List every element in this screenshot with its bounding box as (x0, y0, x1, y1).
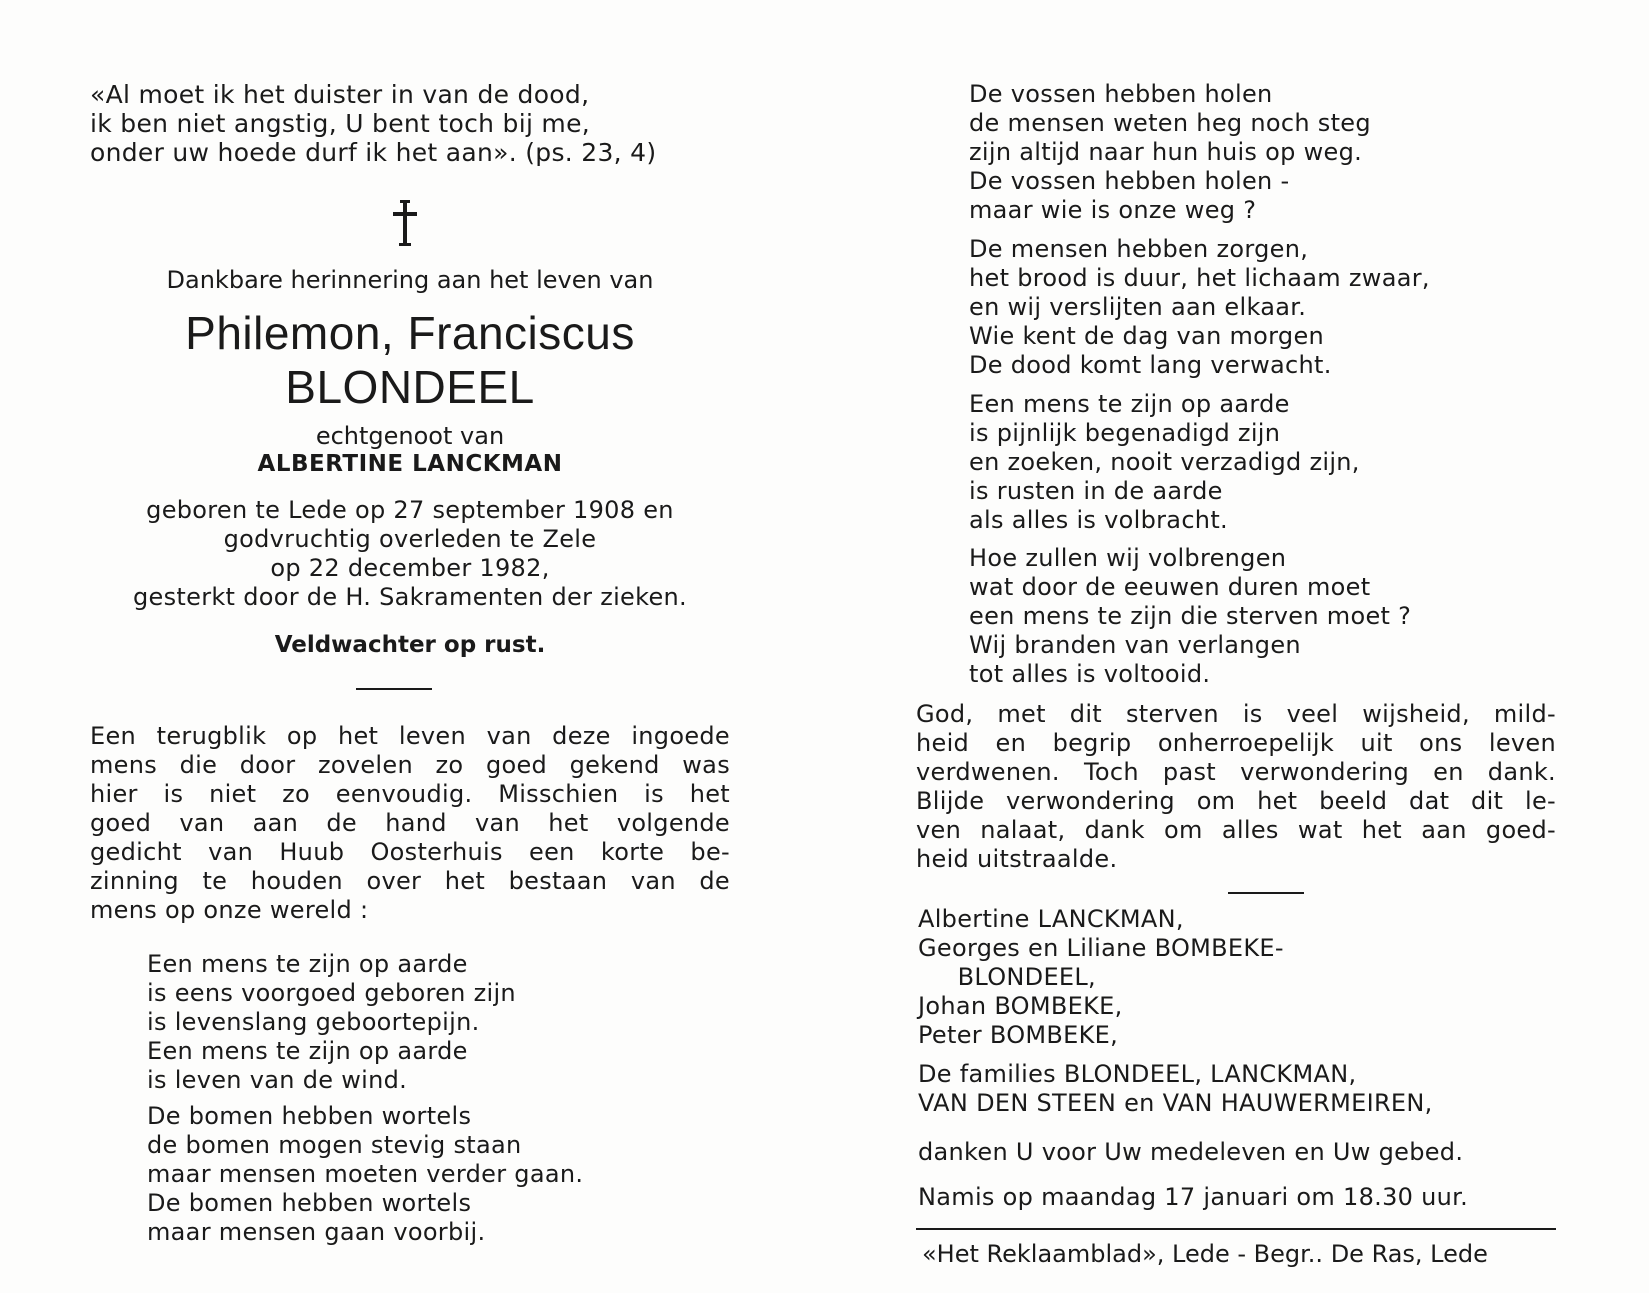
family-list (918, 905, 1284, 1050)
thanks-line (918, 1138, 1463, 1167)
poem-stanza (147, 950, 516, 1095)
cross-icon (390, 200, 420, 246)
poem-line: Een mens te zijn op aarde (147, 1037, 468, 1065)
families-list (918, 1060, 1433, 1118)
intro-paragraph (90, 722, 730, 925)
poem-stanza (969, 390, 1360, 535)
poem-line: Een mens te zijn op aarde (969, 390, 1290, 418)
divider (356, 688, 432, 690)
poem-line: De vossen hebben holen - (969, 167, 1290, 195)
poem-stanza (147, 1102, 583, 1247)
detail-line: gesterkt door de H. Sakramenten der zieken. (133, 583, 687, 611)
paragraph-line: mens op onze wereld : (90, 896, 369, 924)
poem-line: De dood komt lang verwacht. (969, 351, 1332, 379)
quote-line: ik ben niet angstig, U bent toch bij me, (90, 109, 591, 138)
poem-line: is rusten in de aarde (969, 477, 1223, 505)
detail-line: op 22 december 1982, (270, 554, 550, 582)
family-line: Johan BOMBEKE, (918, 992, 1123, 1020)
surname: BLONDEEL (285, 361, 535, 413)
given-names: Philemon, Franciscus (185, 307, 635, 359)
poem-stanza (969, 544, 1411, 689)
poem-line: De mensen hebben zorgen, (969, 235, 1309, 263)
family-line: Albertine LANCKMAN, (918, 905, 1184, 933)
poem-line: en wij verslijten aan elkaar. (969, 293, 1307, 321)
family-line: BLONDEEL, (918, 963, 1096, 991)
paragraph-line: heid uitstraalde. (916, 845, 1118, 873)
spouse-label: echtgenoot van (315, 422, 505, 450)
footer-divider (916, 1228, 1556, 1230)
poem-line: tot alles is voltooid. (969, 660, 1211, 688)
thanks-text: danken U voor Uw medeleven en Uw gebed. (918, 1138, 1464, 1166)
poem-line: De bomen hebben wortels (147, 1189, 472, 1217)
poem-line: een mens te zijn die sterven moet ? (969, 602, 1412, 630)
poem-line: is eens voorgoed geboren zijn (147, 979, 516, 1007)
paragraph-line: hier is niet zo eenvoudig. Misschien is het (90, 780, 730, 808)
family-line: Georges en Liliane BOMBEKE- (918, 934, 1284, 962)
paragraph-line: Een terugblik op het leven van deze ingoede (90, 722, 730, 750)
paragraph-line: verdwenen. Toch past verwondering en dank. (916, 758, 1556, 786)
paragraph-line: goed van aan de hand van het volgende (90, 809, 730, 837)
poem-line: Hoe zullen wij volbrengen (969, 544, 1287, 572)
profession: Veldwachter op rust. (274, 632, 546, 658)
poem-line: is leven van de wind. (147, 1066, 408, 1094)
quote-line: «Al moet ik het duister in van de dood, (90, 80, 590, 109)
poem-stanza (969, 80, 1371, 225)
detail-line: geboren te Lede op 27 september 1908 en (146, 496, 674, 524)
paragraph-line: God, met dit sterven is veel wijsheid, mild- (916, 700, 1556, 728)
mass-announcement (918, 1183, 1468, 1212)
family-line: VAN DEN STEEN en VAN HAUWERMEIREN, (918, 1089, 1433, 1117)
detail-line: godvruchtig overleden te Zele (223, 525, 597, 553)
poem-line: het brood is duur, het lichaam zwaar, (969, 264, 1430, 292)
family-line: De families BLONDEEL, LANCKMAN, (918, 1060, 1357, 1088)
quote-line: onder uw hoede durf ik het aan». (ps. 23, 4) (90, 138, 657, 167)
paragraph-line: mens die door zovelen zo goed gekend was (90, 751, 730, 779)
poem-line: als alles is volbracht. (969, 506, 1228, 534)
poem-line: wat door de eeuwen duren moet (969, 573, 1371, 601)
poem-line: Wie kent de dag van morgen (969, 322, 1325, 350)
poem-stanza (969, 235, 1430, 380)
poem-line: maar wie is onze weg ? (969, 196, 1257, 224)
paragraph-line: ven nalaat, dank om alles wat het aan goed- (916, 816, 1556, 844)
poem-line: De bomen hebben wortels (147, 1102, 472, 1130)
divider (1228, 892, 1304, 894)
birth-death-details (90, 496, 730, 612)
mass-text: Namis op maandag 17 januari om 18.30 uur. (918, 1183, 1469, 1211)
remembrance-heading: Dankbare herinnering aan het leven van (166, 266, 654, 294)
psalm-quote (90, 80, 656, 167)
poem-line: de mensen weten heg noch steg (969, 109, 1371, 137)
closing-paragraph (916, 700, 1556, 874)
poem-line: is pijnlijk begenadigd zijn (969, 419, 1281, 447)
paragraph-line: Blijde verwondering om het beeld dat dit le- (916, 787, 1556, 815)
printer-credit: «Het Reklaamblad», Lede - Begr.. De Ras, Lede (922, 1240, 1488, 1268)
spouse-name: ALBERTINE LANCKMAN (257, 451, 563, 477)
poem-line: maar mensen gaan voorbij. (147, 1218, 486, 1246)
poem-line: maar mensen moeten verder gaan. (147, 1160, 584, 1188)
poem-line: en zoeken, nooit verzadigd zijn, (969, 448, 1360, 476)
poem-line: Wij branden van verlangen (969, 631, 1301, 659)
poem-line: is levenslang geboortepijn. (147, 1008, 480, 1036)
family-line: Peter BOMBEKE, (918, 1021, 1119, 1049)
paragraph-line: gedicht van Huub Oosterhuis een korte be- (90, 838, 730, 866)
poem-line: zijn altijd naar hun huis op weg. (969, 138, 1363, 166)
paragraph-line: zinning te houden over het bestaan van de (90, 867, 730, 895)
paragraph-line: heid en begrip onherroepelijk uit ons leven (916, 729, 1556, 757)
poem-line: Een mens te zijn op aarde (147, 950, 468, 978)
poem-line: De vossen hebben holen (969, 80, 1273, 108)
poem-line: de bomen mogen stevig staan (147, 1131, 522, 1159)
